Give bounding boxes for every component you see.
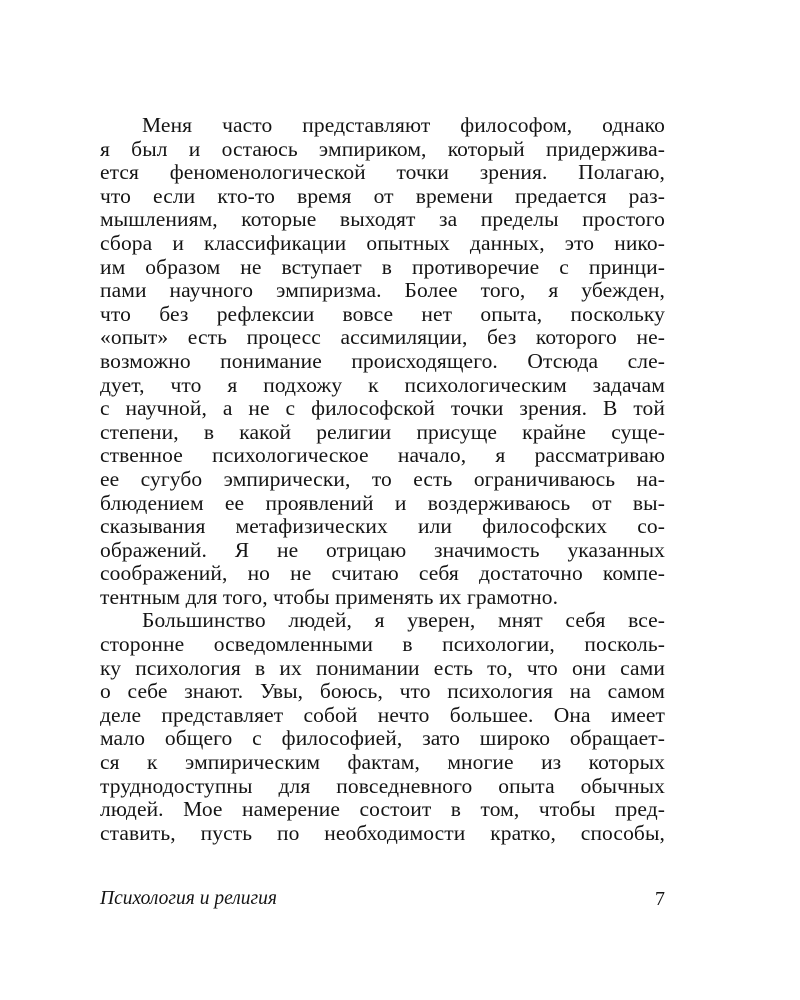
text-line: людей. Мое намерение состоит в том, чтобы пред- — [100, 797, 665, 822]
text-line: ображений. Я не отрицаю значимость указанных — [100, 537, 665, 562]
text-line: возможно понимание происходящего. Отсюда сле- — [100, 348, 665, 373]
text-line: что если кто-то время от времени предается раз- — [100, 183, 665, 208]
text-line: деле представляет собой нечто большее. Она имеет — [100, 702, 665, 727]
text-line: я был и остаюсь эмпириком, который придержива- — [100, 136, 665, 161]
text-line: о себе знают. Увы, боюсь, что психология на самом — [100, 679, 665, 704]
text-line: пами научного эмпиризма. Более того, я убежден, — [100, 278, 665, 303]
text-line: сбора и классификации опытных данных, это нико- — [100, 230, 665, 255]
page-footer — [100, 886, 665, 912]
text-line: ется феноменологической точки зрения. Полагаю, — [100, 160, 665, 185]
text-line: сторонне осведомленными в психологии, посколь- — [100, 632, 665, 657]
text-line: блюдением ее проявлений и воздерживаюсь от вы- — [100, 490, 665, 515]
body-text — [100, 114, 665, 845]
text-line: степени, в какой религии присуще крайне суще- — [100, 419, 665, 444]
text-line: тентным для того, чтобы применять их грамотно. — [100, 584, 559, 609]
text-line: «опыт» есть процесс ассимиляции, без которого не- — [100, 325, 665, 350]
text-line: соображений, но не считаю себя достаточно компе- — [100, 561, 665, 586]
text-line: что без рефлексии вовсе нет опыта, поскольку — [100, 301, 665, 326]
text-line: мало общего с философией, зато широко обращает- — [100, 726, 665, 751]
text-line: ственное психологическое начало, я рассматриваю — [100, 443, 665, 468]
text-line: ставить, пусть по необходимости кратко, способы, — [100, 820, 665, 845]
text-line: дует, что я подхожу к психологическим задачам — [100, 372, 665, 397]
running-title: Психология и религия — [100, 888, 277, 909]
text-line: сказывания метафизических или философских со- — [100, 514, 665, 539]
text-line: ее сугубо эмпирически, то есть ограничиваюсь на- — [100, 466, 665, 491]
text-line: ся к эмпирическим фактам, многие из которых — [100, 750, 665, 775]
text-line: труднодоступны для повседневного опыта обычных — [100, 773, 665, 798]
page-number: 7 — [655, 888, 665, 910]
text-line: с научной, а не с философской точки зрения. В той — [100, 396, 665, 421]
text-line: мышлениям, которые выходят за пределы простого — [100, 207, 665, 232]
text-line: им образом не вступает в противоречие с принци- — [100, 254, 665, 279]
text-line: Большинство людей, я уверен, мнят себя все- — [142, 608, 665, 633]
text-line: Меня часто представляют философом, однако — [142, 113, 665, 137]
text-line: ку психология в их понимании есть то, что они сами — [100, 655, 665, 680]
